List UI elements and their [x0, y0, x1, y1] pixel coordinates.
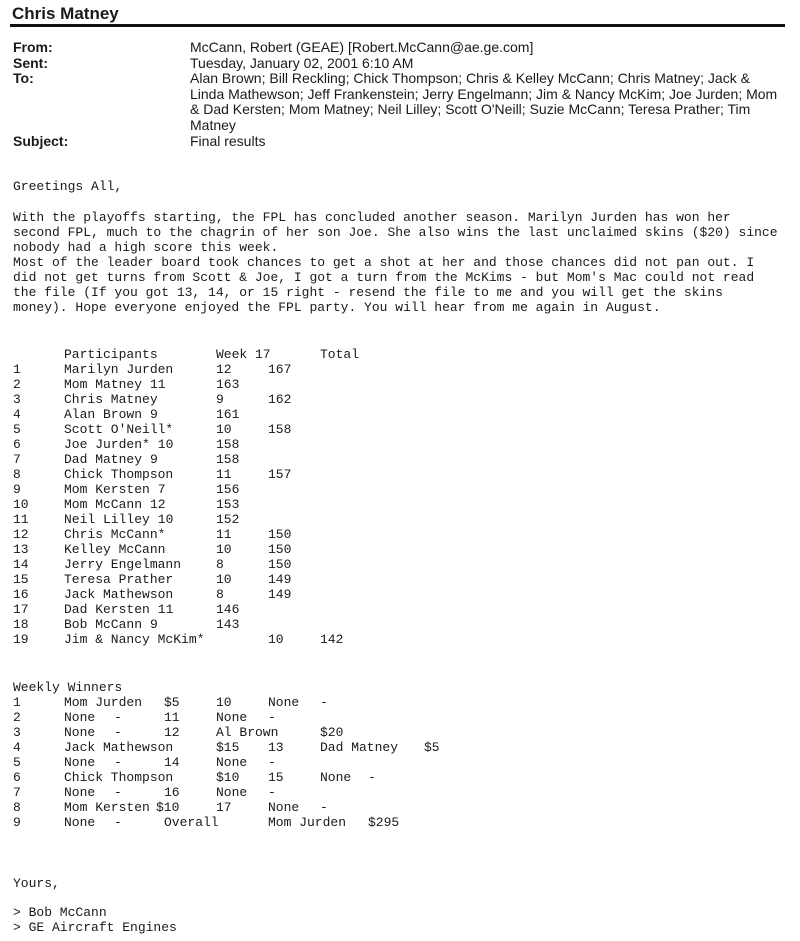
winner-amount: $15	[216, 740, 240, 755]
winner-name: None	[64, 725, 96, 740]
table-row	[0, 587, 800, 602]
winner-amount: -	[114, 755, 122, 770]
table-row	[0, 467, 800, 482]
winner-amount: -	[114, 785, 122, 800]
participant-name: Chris McCann*	[64, 527, 166, 542]
from-value: McCann, Robert (GEAE) [Robert.McCann@ae.ge.com]	[190, 39, 534, 55]
table-row	[0, 632, 800, 647]
week-number: 15	[268, 770, 284, 785]
winner-name: None	[268, 695, 300, 710]
table-row	[0, 572, 800, 587]
week-score: 11	[216, 527, 232, 542]
participant-name: Alan Brown	[64, 407, 143, 422]
week-score: 9	[150, 617, 158, 632]
week-number: Overall	[164, 815, 219, 830]
page-title: Chris Matney	[12, 4, 119, 23]
total-score: 150	[268, 527, 292, 542]
table-row	[0, 602, 800, 617]
paragraph-2: Most of the leader board took chances to get a shot at her and those chances did not pan out. I did not get turns from Scott & Joe, I got a turn from the McKims - but Mom's Mac could not read the file (If you got 13, 14, or 15 right - resend the file to me and you will get the skins money). Hope everyone enjoyed the FPL party. You will hear from me again in August.	[13, 255, 755, 315]
rank-cell: 11	[13, 512, 29, 527]
rank-cell: 4	[13, 407, 21, 422]
week-score: 9	[150, 452, 158, 467]
winner-amount: $10	[156, 800, 180, 815]
table-row	[0, 362, 800, 377]
total-score: 162	[268, 392, 292, 407]
week-number: 2	[13, 710, 21, 725]
participant-name: Dad Kersten	[64, 602, 150, 617]
rank-cell: 2	[13, 377, 21, 392]
week-score: 10	[157, 437, 174, 452]
week-number: 11	[164, 710, 180, 725]
total-score: 158	[268, 422, 292, 437]
winner-name: Mom Jurden	[268, 815, 347, 830]
total-score: 150	[268, 557, 292, 572]
rank-cell: 12	[13, 527, 29, 542]
table-row	[0, 740, 800, 755]
table-row	[0, 785, 800, 800]
table-row	[0, 377, 800, 392]
table-row	[0, 482, 800, 497]
week-score: 11	[216, 467, 232, 482]
week-number: 14	[164, 755, 180, 770]
participant-name: Chris Matney	[64, 392, 158, 407]
table-row	[0, 695, 800, 710]
week-score: 7	[157, 482, 166, 497]
week-number: 4	[13, 740, 21, 755]
rank-cell: 3	[13, 392, 21, 407]
winner-amount: -	[114, 815, 122, 830]
week-score: 12	[150, 497, 166, 512]
week-score: 11	[157, 602, 174, 617]
winner-name: None	[216, 755, 248, 770]
total-score: 153	[216, 497, 240, 512]
rank-cell: 9	[13, 482, 21, 497]
week-number: 13	[268, 740, 284, 755]
total-score: 150	[268, 542, 292, 557]
week-number: 17	[216, 800, 232, 815]
participant-name: Mom McCann	[64, 497, 143, 512]
week-number: 12	[164, 725, 180, 740]
title-divider	[10, 24, 785, 27]
to-label: To:	[13, 70, 34, 86]
winner-name: None	[320, 770, 352, 785]
week-number: 3	[13, 725, 21, 740]
participant-name: Dad Matney	[64, 452, 143, 467]
week-number: 10	[216, 695, 232, 710]
participant-name: Mom Matney	[64, 377, 143, 392]
winner-amount: $10	[216, 770, 240, 785]
week-number: 6	[13, 770, 21, 785]
week-header: Week 17	[216, 347, 271, 362]
participant-name: Marilyn Jurden	[64, 362, 174, 377]
week-score: 10	[157, 512, 174, 527]
rank-cell: 6	[13, 437, 21, 452]
greeting: Greetings All,	[13, 179, 123, 194]
table-row	[0, 800, 800, 815]
winner-name: None	[268, 800, 300, 815]
winner-amount: -	[268, 710, 276, 725]
participant-name: Bob McCann	[64, 617, 143, 632]
winner-name: None	[64, 815, 96, 830]
total-score: 156	[216, 482, 240, 497]
rank-cell: 19	[13, 632, 29, 647]
winner-amount: -	[368, 770, 376, 785]
total-score: 149	[268, 587, 292, 602]
table-row	[0, 755, 800, 770]
week-score: 10	[268, 632, 284, 647]
winner-amount: $5	[424, 740, 440, 755]
winner-name: None	[216, 710, 248, 725]
participants-header: Participants	[64, 347, 158, 362]
winner-name: Chick Thompson	[64, 770, 174, 785]
winner-name: None	[64, 785, 96, 800]
table-row	[0, 497, 800, 512]
rank-cell: 10	[13, 497, 29, 512]
table-row	[0, 437, 800, 452]
from-label: From:	[13, 39, 53, 55]
winner-name: Jack Mathewson	[64, 740, 174, 755]
week-score: 10	[216, 422, 232, 437]
winner-name: None	[64, 710, 96, 725]
table-row	[0, 542, 800, 557]
week-number: 16	[164, 785, 180, 800]
rank-cell: 13	[13, 542, 29, 557]
week-number: 9	[13, 815, 21, 830]
week-score: 11	[150, 377, 166, 392]
total-score: 143	[216, 617, 240, 632]
participant-name: Kelley McCann	[64, 542, 166, 557]
rank-cell: 5	[13, 422, 21, 437]
table-row	[0, 452, 800, 467]
total-score: 142	[320, 632, 344, 647]
participant-name: Chick Thompson	[64, 467, 174, 482]
week-number: 7	[13, 785, 21, 800]
weekly-winners-title: Weekly Winners	[13, 680, 123, 695]
week-score: 10	[216, 542, 232, 557]
signature-line: > GE Aircraft Engines	[13, 920, 177, 935]
winner-amount: -	[114, 710, 122, 725]
participant-name: Neil Lilley	[64, 512, 150, 527]
total-score: 146	[216, 602, 240, 617]
winner-name: None	[64, 755, 96, 770]
rank-cell: 15	[13, 572, 29, 587]
total-score: 163	[216, 377, 240, 392]
sent-value: Tuesday, January 02, 2001 6:10 AM	[190, 54, 414, 71]
closing: Yours,	[13, 876, 60, 891]
week-number: 1	[13, 695, 21, 710]
winner-name: Al Brown	[216, 725, 279, 740]
total-score: 149	[268, 572, 292, 587]
table-row	[0, 422, 800, 437]
winner-amount: -	[320, 800, 328, 815]
week-score: 9	[150, 407, 158, 422]
rank-cell: 8	[13, 467, 21, 482]
to-value: Alan Brown; Bill Reckling; Chick Thompson; Chris & Kelley McCann; Chris Matney; Jack & Linda Mathewson; Jeff Frankenstein; Jerry Engelmann; Jim & Nancy McKim; Joe Jurden; Mom & Dad Kersten; Mom Matney; Neil Lilley; Scott O'Neill; Suzie McCann; Teresa Prather; Tim Matney	[190, 70, 778, 133]
table-row	[0, 557, 800, 572]
participant-name: Mom Kersten	[64, 482, 150, 497]
week-number: 8	[13, 800, 21, 815]
week-score: 9	[216, 392, 224, 407]
table-row	[0, 725, 800, 740]
rank-cell: 18	[13, 617, 29, 632]
participant-name: Scott O'Neill*	[64, 422, 174, 437]
table-row	[0, 527, 800, 542]
subject-value: Final results	[190, 133, 266, 149]
signature-line: > Bob McCann	[13, 905, 107, 920]
paragraph-1: With the playoffs starting, the FPL has concluded another season. Marilyn Jurden has won her second FPL, much to the chagrin of her son Joe. She also wins the last unclaimed skins ($20) since nobody had a high score this week.	[13, 210, 778, 255]
table-row	[0, 815, 800, 830]
week-score: 8	[216, 587, 224, 602]
participant-name: Jim & Nancy McKim*	[64, 632, 205, 647]
winner-name: Dad Matney	[320, 740, 399, 755]
total-score: 161	[216, 407, 240, 422]
rank-cell: 1	[13, 362, 21, 377]
winner-name: Mom Kersten	[64, 800, 150, 815]
week-number: 5	[13, 755, 21, 770]
table-row	[0, 512, 800, 527]
rank-cell: 14	[13, 557, 29, 572]
participant-name: Teresa Prather	[64, 572, 174, 587]
total-score: 158	[216, 452, 240, 467]
subject-label: Subject:	[13, 133, 69, 149]
winner-amount: -	[268, 755, 276, 770]
week-score: 10	[216, 572, 232, 587]
table-row	[0, 407, 800, 422]
total-score: 158	[216, 437, 240, 452]
sent-label: Sent:	[13, 54, 48, 71]
winner-amount: $295	[368, 815, 400, 830]
table-row	[0, 392, 800, 407]
week-score: 8	[216, 557, 224, 572]
winner-amount: -	[114, 725, 122, 740]
participant-name: Joe Jurden*	[64, 437, 150, 452]
total-header: Total	[320, 347, 360, 362]
winner-amount: -	[320, 695, 328, 710]
table-row	[0, 710, 800, 725]
winner-amount: $5	[164, 695, 180, 710]
total-score: 167	[268, 362, 292, 377]
total-score: 157	[268, 467, 292, 482]
participant-name: Jack Mathewson	[64, 587, 174, 602]
winner-amount: $20	[320, 725, 344, 740]
winner-name: None	[216, 785, 248, 800]
winner-amount: -	[268, 785, 276, 800]
rank-cell: 16	[13, 587, 29, 602]
rank-cell: 17	[13, 602, 29, 617]
participant-name: Jerry Engelmann	[64, 557, 182, 572]
total-score: 152	[216, 512, 240, 527]
table-row	[0, 770, 800, 785]
winner-name: Mom Jurden	[64, 695, 143, 710]
table-row	[0, 617, 800, 632]
week-score: 12	[216, 362, 232, 377]
rank-cell: 7	[13, 452, 21, 467]
